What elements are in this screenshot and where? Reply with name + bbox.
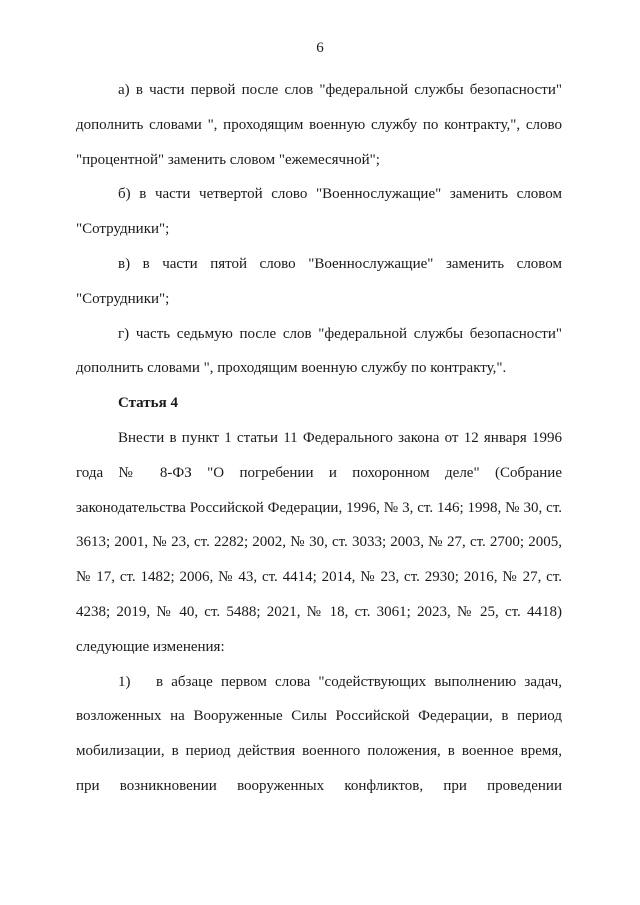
list-item-1	[76, 665, 562, 804]
list-item-text: в абзаце первом слова "содействующих выполнению задач, возложенных на Вооруженные Силы Российской Федерации, в период мобилизации, в период действия военного положения, в военное время, при возникновении вооруженных конфликтов, при проведении	[76, 673, 562, 794]
page-number: 6	[316, 40, 324, 56]
paragraph-g: г) часть седьмую после слов "федеральной службы безопасности" дополнить словами ", проходящим военную службу по контракту,".	[76, 325, 562, 377]
paragraph-v: в) в части пятой слово "Военнослужащие" заменить словом "Сотрудники";	[76, 255, 562, 307]
paragraph-a: а) в части первой после слов "федеральной службы безопасности" дополнить словами ", проходящим военную службу по контракту,", слово "процентной" заменить словом "ежемесячной";	[76, 82, 562, 168]
article-intro-paragraph: Внести в пункт 1 статьи 11 Федерального закона от 12 января 1996 года № 8-ФЗ "О погребении и похоронном деле" (Собрание законодательства Российской Федерации, 1996, № 3, ст. 146; 1998, № 30, ст. 3613; 2001, № 23, ст. 2282; 2002, № 30, ст. 3033; 2003, № 27, ст. 2700; 2005, № 17, ст. 1482; 2006, № 43, ст. 4414; 2014, № 23, ст. 2930; 2016, № 27, ст. 4238; 2019, № 40, ст. 5488; 2021, № 18, ст. 3061; 2023, № 25, ст. 4418) следующие изменения:	[76, 429, 562, 655]
article-heading: Статья 4	[118, 395, 178, 412]
document-body	[76, 73, 562, 804]
list-item-number: 1)	[118, 673, 131, 690]
paragraph-b: б) в части четвертой слово "Военнослужащие" заменить словом "Сотрудники";	[76, 186, 562, 238]
